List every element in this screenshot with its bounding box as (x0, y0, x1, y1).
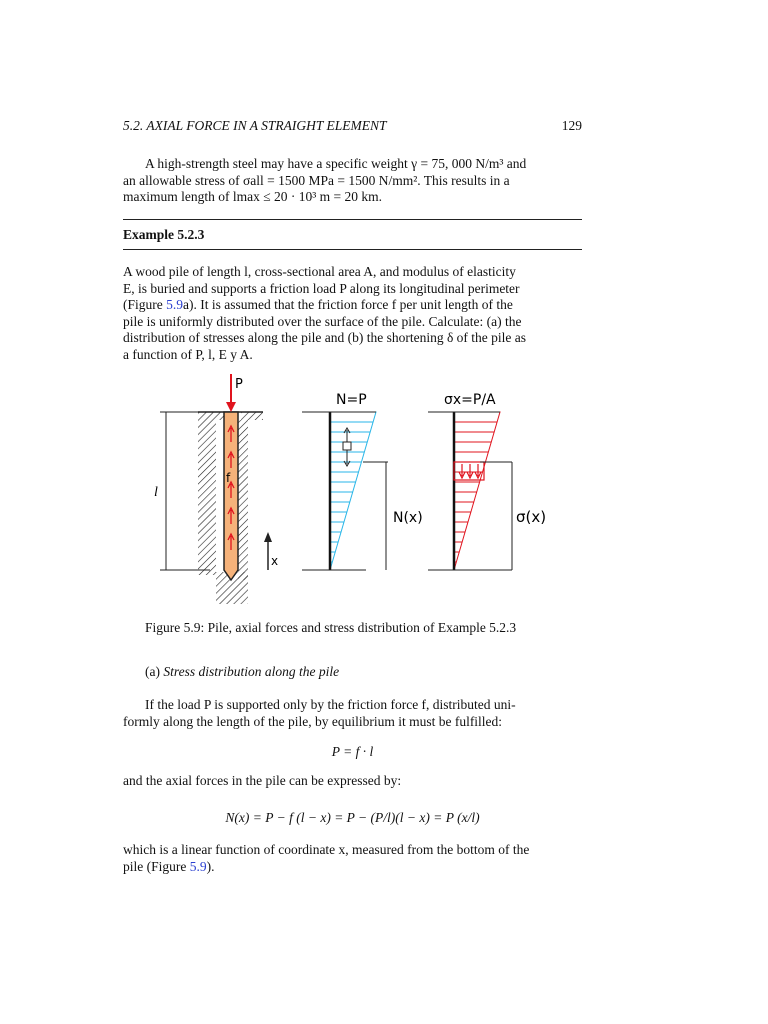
ground-hatch-right (241, 412, 263, 420)
equation-2: N(x) = P − f (l − x) = P − (P/l)(l − x) = P (x/l) (225, 810, 480, 825)
label-P: P (235, 377, 243, 392)
section-a-label: (a) (145, 664, 160, 679)
body-line-1: If the load P is supported only by the friction force f, distributed uni- (145, 697, 516, 712)
ground-hatch-left (198, 412, 226, 420)
soil-right-hatch (238, 420, 248, 580)
stress-diagram (428, 392, 546, 570)
figure-link: 5.9 (166, 297, 183, 312)
body-line-4: which is a linear function of coordinate x, measured from the bottom of the (123, 842, 530, 857)
label-f: f (226, 471, 231, 485)
load-arrow-p (226, 374, 243, 412)
example-line-6: a function of P, l, E y A. (123, 346, 253, 362)
body-line-3: and the axial forces in the pile can be expressed by: (123, 773, 402, 788)
label-N-equals-P: N=P (336, 392, 367, 408)
body-line-5: pile (Figure 5.9). (123, 858, 215, 874)
figure-caption: Figure 5.9: Pile, axial forces and stress distribution of Example 5.2.3 (145, 620, 517, 635)
example-line-1: A wood pile of length l, cross-sectional area A, and modulus of elasticity (123, 264, 516, 279)
example-title: Example 5.2.3 (123, 227, 205, 242)
header-section-title: 5.2. AXIAL FORCE IN A STRAIGHT ELEMENT (123, 118, 387, 133)
x-axis-arrow (264, 532, 278, 570)
body-line-2: formly along the length of the pile, by equilibrium it must be fulfilled: (123, 713, 503, 729)
example-line-5: distribution of stresses along the pile and (b) the shortening δ of the pile as (123, 330, 527, 345)
equation-1: P = f · l (331, 744, 374, 759)
label-N-of-x: N(x) (393, 510, 423, 526)
example-bottom-rule (123, 249, 582, 250)
label-sigma-top: σx=P/A (444, 392, 496, 408)
label-l: l (154, 485, 158, 500)
section-a-title: Stress distribution along the pile (163, 664, 340, 679)
intro-line-2: an allowable stress of σall = 1500 MPa = 1500 N/mm². This results in a (123, 172, 510, 188)
section-a-heading (145, 664, 339, 680)
soil-left-hatch (198, 420, 216, 575)
intro-paragraph (123, 156, 582, 206)
example-statement (123, 264, 582, 363)
pile-figure (140, 372, 580, 608)
body-paragraph-2 (123, 773, 582, 790)
example-line-2: E, is buried and supports a friction load P along its longitudinal perimeter (123, 280, 520, 296)
figure-link-2: 5.9 (189, 858, 207, 874)
example-top-rule (123, 219, 582, 220)
label-x: x (271, 554, 279, 568)
running-header (123, 118, 582, 138)
example-line-3: (Figure 5.9a). It is assumed that the friction force f per unit length of the (123, 297, 513, 312)
intro-line-1: A high-strength steel may have a specific weight γ = 75, 000 N/m³ and (145, 156, 527, 171)
axial-force-diagram (302, 392, 423, 570)
intro-line-3: maximum length of lmax ≤ 20 · 10³ m = 20 km. (123, 189, 383, 204)
body-paragraph-1 (123, 697, 582, 730)
body-paragraph-3 (123, 842, 582, 875)
label-sigma-of-x: σ(x) (516, 508, 547, 526)
header-page-number: 129 (561, 118, 582, 133)
example-line-4: pile is uniformly distributed over the surface of the pile. Calculate: (a) the (123, 313, 522, 329)
